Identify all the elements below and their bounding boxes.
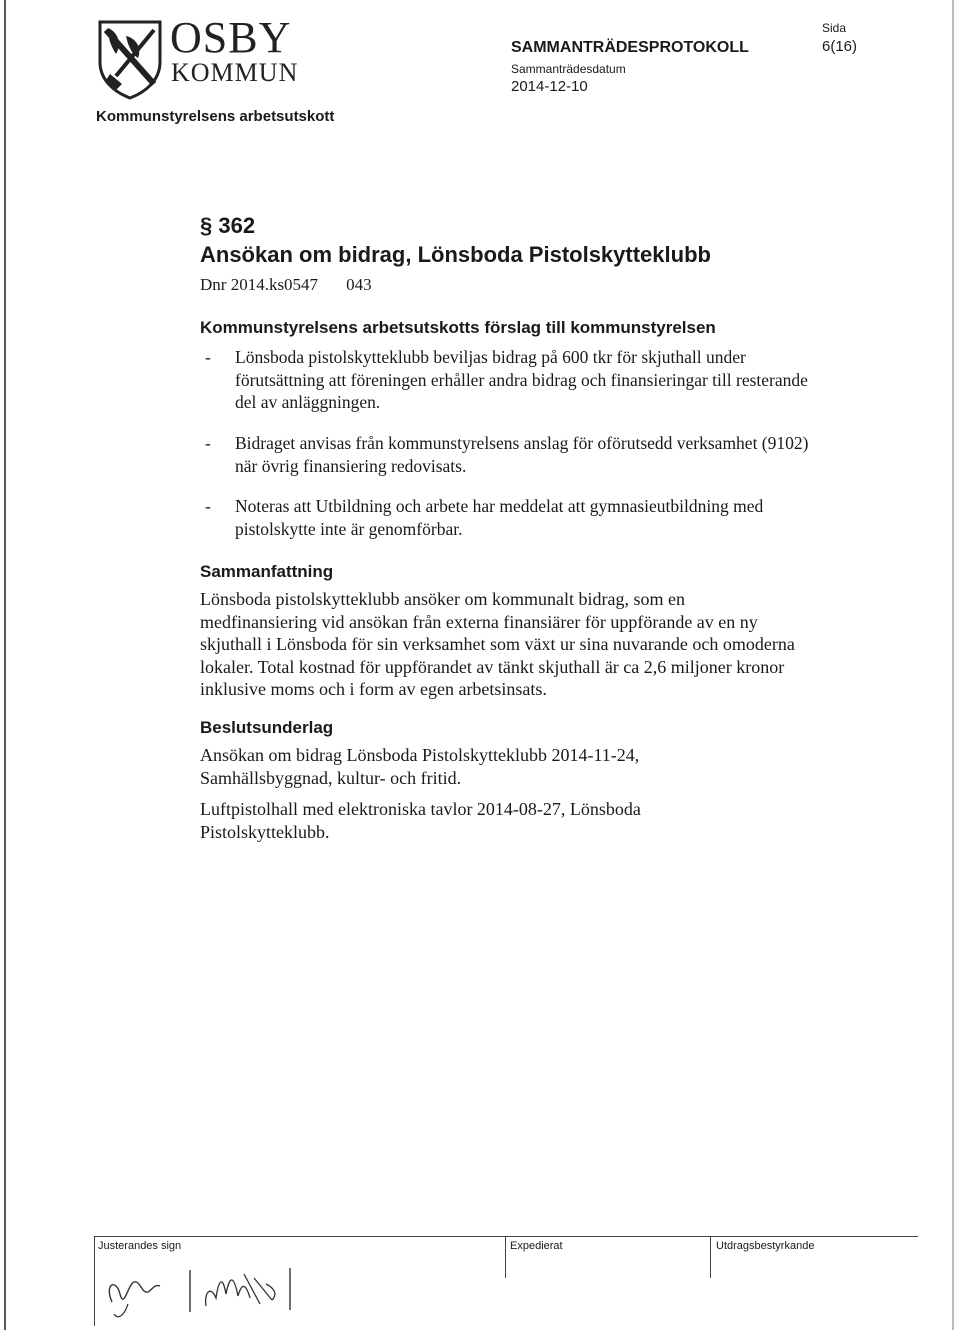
signature-footer <box>94 1236 918 1326</box>
summary-heading: Sammanfattning <box>200 562 334 581</box>
proposal-item <box>200 346 820 414</box>
summary-text: Lönsboda pistolskytteklubb ansöker om kommunalt bidrag, som en medfinansiering vid ansökan från externa finansiärer för uppförande av en ny skjuthall i Lönsboda för sin verksamhet som växt ur sina nuvarande och omoderna lokaler. Total kostnad för uppförandet av tänkt skjuthall är ca 2,6 miljoner kronor inklusive moms och i form av egen arbetsinsats. <box>200 589 795 699</box>
document-title: SAMMANTRÄDESPROTOKOLL <box>511 39 749 56</box>
proposal-item-text: Noteras att Utbildning och arbete har meddelat att gymnasieutbildning med pistolskytte inte är genomförbar. <box>235 496 764 539</box>
certifier-label: Utdragsbestyrkande <box>716 1240 815 1252</box>
footer-divider <box>505 1236 506 1278</box>
proposal-heading: Kommunstyrelsens arbetsutskotts förslag till kommunstyrelsen <box>200 318 716 337</box>
logo-subtitle: KOMMUN <box>171 58 299 87</box>
proposal-item <box>200 432 820 477</box>
logo-wordmark: OSBY <box>170 13 292 62</box>
bullet-dash: - <box>205 347 211 367</box>
osby-coat-of-arms-icon <box>96 18 164 100</box>
bullet-dash: - <box>205 496 211 516</box>
basis-document: Ansökan om bidrag Lönsboda Pistolskytteklubb 2014-11-24, Samhällsbyggnad, kultur- och fritid. <box>200 745 640 788</box>
sign-label: Justerandes sign <box>98 1240 182 1252</box>
proposal-item-text: Lönsboda pistolskytteklubb beviljas bidrag på 600 tkr för skjuthall under förutsättning att föreningen erhåller andra bidrag och finansieringar till resterande del av anläggningen. <box>235 347 808 412</box>
page-left-edge <box>4 0 6 1330</box>
proposal-item <box>200 495 820 540</box>
section-title: Ansökan om bidrag, Lönsboda Pistolskytteklubb <box>200 242 711 267</box>
footer-divider <box>710 1236 711 1278</box>
diary-code: 043 <box>346 275 372 294</box>
section-number: § 362 <box>200 213 256 238</box>
diary-number <box>200 275 372 295</box>
meeting-date: 2014-12-10 <box>511 78 588 95</box>
dispatched-label: Expedierat <box>510 1240 563 1252</box>
page-number: 6(16) <box>822 38 858 55</box>
diary-number-value: Dnr 2014.ks0547 <box>200 275 319 294</box>
page-right-edge <box>952 0 954 1330</box>
footer-rule <box>94 1236 918 1237</box>
meeting-date-label: Sammanträdesdatum <box>511 62 626 76</box>
proposal-item-text: Bidraget anvisas från kommunstyrelsens anslag för oförutsedd verksamhet (9102) när övrig finansiering redovisats. <box>235 433 809 476</box>
bullet-dash: - <box>205 433 211 453</box>
handwritten-signatures <box>94 1254 354 1324</box>
basis-document: Luftpistolhall med elektroniska tavlor 2014-08-27, Lönsboda Pistolskytteklubb. <box>200 799 641 842</box>
committee-name: Kommunstyrelsens arbetsutskott <box>96 108 335 125</box>
basis-heading: Beslutsunderlag <box>200 718 334 737</box>
page-label: Sida <box>822 21 847 35</box>
